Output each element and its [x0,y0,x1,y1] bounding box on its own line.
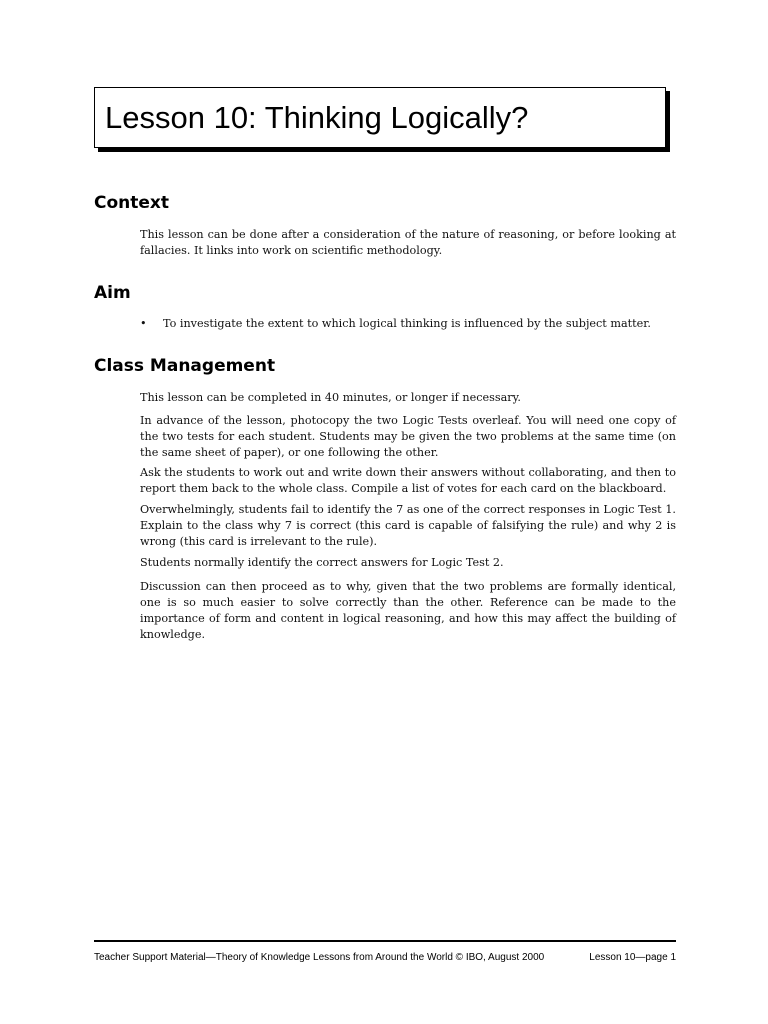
aim-bullet-text: To investigate the extent to which logical thinking is influenced by the subject matter. [163,317,651,330]
class-management-paragraph-4: Overwhelmingly, students fail to identify the 7 as one of the correct responses in Logic Test 1. Explain to the class why 7 is correct (this card is capable of falsifying the rule) and why 2 is wrong (this card is irrelevant to the rule). [140,503,676,548]
footer-divider [94,940,676,942]
footer-page-number: Lesson 10—page 1 [589,952,676,963]
lesson-title: Lesson 10: Thinking Logically? [105,100,529,135]
class-management-paragraph-2: In advance of the lesson, photocopy the two Logic Tests overleaf. You will need one copy of the two tests for each student. Students may be given the two problems at the same time (on the same sheet of paper), or one following the other. [140,414,676,459]
aim-bullet-item [140,316,676,332]
footer-source: Teacher Support Material—Theory of Knowledge Lessons from Around the World © IBO, August 2000 [94,952,545,963]
context-paragraph: This lesson can be done after a consideration of the nature of reasoning, or before looking at fallacies. It links into work on scientific methodology. [140,228,676,257]
class-management-paragraph-5: Students normally identify the correct answers for Logic Test 2. [140,556,504,569]
class-management-heading: Class Management [94,356,276,376]
aim-heading: Aim [94,283,131,303]
context-heading: Context [94,193,170,213]
class-management-paragraph-6: Discussion can then proceed as to why, given that the two problems are formally identical, one is so much easier to solve correctly than the other. Reference can be made to the importance of form and content in logical reasoning, and how this may affect the building of knowledge. [140,580,676,641]
bullet-icon: • [140,317,147,330]
lesson-title-box [94,87,666,148]
class-management-paragraph-1: This lesson can be completed in 40 minutes, or longer if necessary. [140,391,521,404]
class-management-paragraph-3: Ask the students to work out and write down their answers without collaborating, and then to report them back to the whole class. Compile a list of votes for each card on the blackboard. [140,466,676,495]
